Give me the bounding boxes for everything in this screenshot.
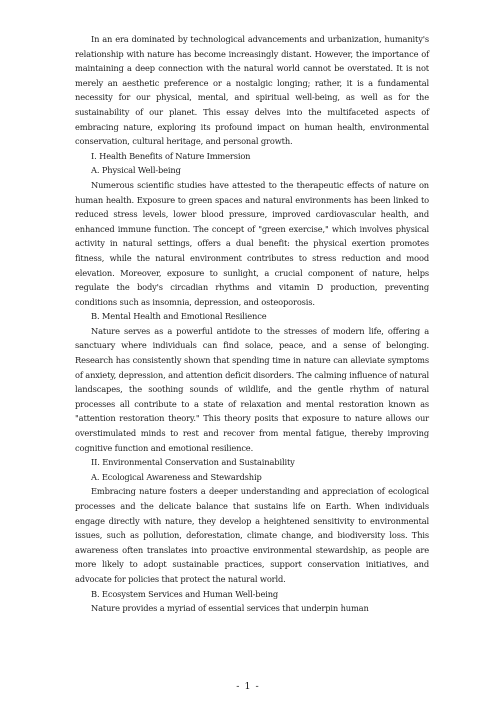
document-body — [75, 32, 429, 616]
subsection-heading: A. Ecological Awareness and Stewardship — [91, 471, 262, 482]
section-heading: II. Environmental Conservation and Sustainability — [91, 457, 295, 468]
section-heading: I. Health Benefits of Nature Immersion — [91, 150, 251, 161]
page-number: - 1 - — [236, 681, 260, 692]
intro-paragraph: In an era dominated by technological advancements and urbanization, humanity's relationship with nature has become increasingly distant. However, the importance of maintaining a deep connection with the natural world cannot be overstated. It is not merely an aesthetic preference or a nostalgic longing; rather, it is a fundamental necessity for our physical, mental, and spiritual well-being, as well as for the sustainability of our planet. This essay delves into the multifaceted aspects of embracing nature, exploring its profound impact on human health, environmental conservation, cultural heritage, and personal growth. — [75, 34, 429, 147]
subsection-heading: A. Physical Well-being — [91, 165, 181, 176]
subsection-heading: B. Ecosystem Services and Human Well-being — [91, 588, 279, 599]
body-paragraph: Nature serves as a powerful antidote to the stresses of modern life, offering a sanctuary where individuals can find solace, peace, and a sense of belonging. Research has consistently shown that spending time in nature can alleviate symptoms of anxiety, depression, and attention deficit disorders. The calming influence of natural landscapes, the soothing sounds of wildlife, and the gentle rhythm of natural processes all contribute to a state of relaxation and mental restoration known as "attention restoration theory." This theory posits that exposure to nature allows our overstimulated minds to rest and recover from mental fatigue, thereby improving cognitive function and emotional resilience. — [75, 325, 429, 453]
body-paragraph: Numerous scientific studies have attested to the therapeutic effects of nature on human health. Exposure to green spaces and natural environments has been linked to reduced stress levels, lower blood pressure, improved cardiovascular health, and enhanced immune function. The concept of "green exercise," which involves physical activity in natural settings, offers a dual benefit: the physical exertion promotes fitness, while the natural environment contributes to stress reduction and mood elevation. Moreover, exposure to sunlight, a crucial component of nature, helps regulate the body's circadian rhythms and vitamin D production, preventing conditions such as insomnia, depression, and osteoporosis. — [75, 179, 429, 307]
subsection-heading: B. Mental Health and Emotional Resilience — [91, 311, 267, 322]
body-paragraph: Embracing nature fosters a deeper understanding and appreciation of ecological processes and the delicate balance that sustains life on Earth. When individuals engage directly with nature, they develop a heightened sensitivity to environmental issues, such as pollution, deforestation, climate change, and biodiversity loss. This awareness often translates into proactive environmental stewardship, as people are more likely to adopt sustainable practices, support conservation initiatives, and advocate for policies that protect the natural world. — [75, 486, 429, 584]
body-paragraph: Nature provides a myriad of essential services that underpin human — [91, 603, 369, 614]
